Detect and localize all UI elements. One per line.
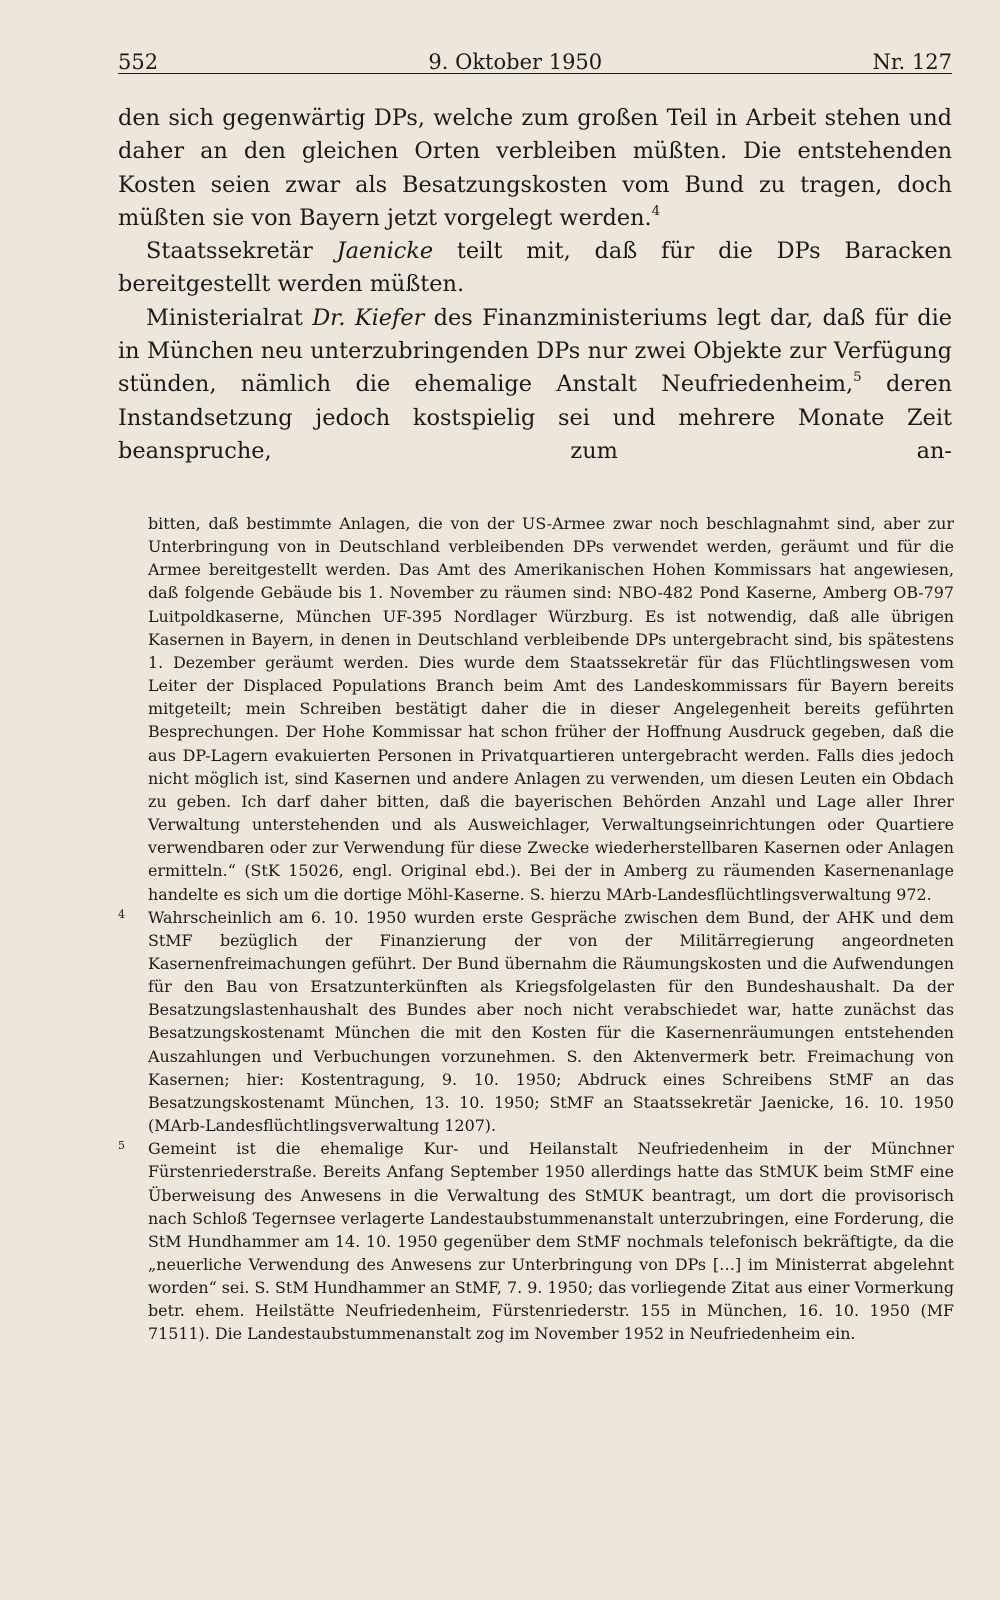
footnote-ref-4: 4 xyxy=(651,203,661,219)
speaker-kiefer: Dr. Kiefer xyxy=(312,304,425,331)
header-issue: Nr. 127 xyxy=(872,50,952,74)
paragraph-2 xyxy=(118,235,952,302)
footnote-4-text: Wahrscheinlich am 6. 10. 1950 wurden erste Gespräche zwischen dem Bund, der AHK und dem StMF bezüglich der Finanzierung der von der Militärregierung angeordneten Kasernenfreimachungen geführt. Der Bund übernahm die Räumungskosten und die Aufwendungen für den Bau von Ersatzunterkünften als Kriegsfolgelasten für den Bundeshaushalt. Da der Besatzungslastenhaushalt des Bundes aber noch nicht verabschiedet war, hatte zunächst das Besatzungskostenamt München die mit den Kosten für die Kasernenräumungen entstehenden Auszahlungen und Verbuchungen vorzunehmen. S. den Aktenvermerk betr. Freimachung von Kasernen; hier: Kostentragung, 9. 10. 1950; Abdruck eines Schreibens StMF an das Besatzungskostenamt München, 13. 10. 1950; StMF an Staatssekretär Jaenicke, 16. 10. 1950 (MArb-Landesflüchtlingsverwaltung 1207). xyxy=(148,907,954,1136)
paragraph-1-text: den sich gegenwärtig DPs, welche zum großen Teil in Arbeit stehen und daher an den gleichen Orten verbleiben müßten. Die entstehenden Kosten seien zwar als Besatzungskosten vom Bund zu tragen, doch müßten sie von Bayern jetzt vorgelegt werden. xyxy=(118,105,952,231)
footnote-4-number: 4 xyxy=(118,907,125,921)
paragraph-2-text-a: Staatssekretär xyxy=(146,238,337,265)
paragraph-3 xyxy=(118,302,952,468)
running-header xyxy=(118,44,952,74)
header-date: 9. Oktober 1950 xyxy=(428,50,603,74)
speaker-jaenicke: Jaenicke xyxy=(336,238,434,265)
footnote-3-text: bitten, daß bestimmte Anlagen, die von der US-Armee zwar noch beschlagnahmt sind, aber zur Unterbringung von in Deutschland verbleibenden DPs verwendet werden, geräumt und für die Armee bereitgestellt werden. Das Amt des Amerikanischen Hohen Kommissars hat angewiesen, daß folgende Gebäude bis 1. November zu räumen sind: NBO-482 Pond Kaserne, Amberg OB-797 Luitpoldkaserne, München UF-395 Nordlager Würzburg. Es ist notwendig, daß alle übrigen Kasernen in Bayern, in denen in Deutschland verbleibende DPs untergebracht sind, bis spätestens 1. Dezember geräumt werden. Dies wurde dem Staatssekretär für das Flüchtlingswesen vom Leiter der Displaced Populations Branch beim Amt des Landeskommissars für Bayern bereits mitgeteilt; mein Schreiben bestätigt daher die in dieser Angelegenheit bereits geführten Besprechungen. Der Hohe Kommissar hat schon früher der Hoffnung Ausdruck gegeben, daß die aus DP-Lagern evakuierten Personen in Privatquartieren untergebracht werden. Falls dies jedoch nicht möglich ist, sind Kasernen und andere Anlagen zu verwenden, um diesen Leuten ein Obdach zu geben. Ich darf daher bitten, daß die bayerischen Behörden Anzahl und Lage aller Ihrer Verwaltung unterstehenden und als Ausweichlager, Verwaltungseinrichtungen oder Quartiere verwendbaren oder zur Verwendung für diese Zwecke wiederherstellbaren Kasernen oder Anlagen ermitteln.“ (StK 15026, engl. Original ebd.). Bei der in Amberg zu räumenden Kasernenanlage handelte es sich um die dortige Möhl-Kaserne. S. hierzu MArb-Landesflüchtlingsverwaltung 972. xyxy=(148,514,954,904)
footnote-3-continuation xyxy=(148,512,954,906)
footnotes xyxy=(118,512,954,1346)
page-number: 552 xyxy=(118,50,159,74)
footnote-5-number: 5 xyxy=(118,1139,125,1153)
paragraph-2-text-b: teilt mit, daß für die DPs Baracken bereitgestellt werden müßten. xyxy=(118,238,952,298)
paragraph-3-text-a: Ministerialrat xyxy=(146,304,313,331)
footnote-ref-5: 5 xyxy=(853,370,862,386)
header-rule xyxy=(118,73,952,74)
footnote-4 xyxy=(118,906,954,1138)
footnote-5-text: Gemeint ist die ehemalige Kur- und Heilanstalt Neufriedenheim in der Münchner Fürstenriederstraße. Bereits Anfang September 1950 allerdings hatte das StMUK beim StMF eine Überweisung des Anwesens in die Verwaltung des StMUK beantragt, um dort die provisorisch nach Schloß Tegernsee verlagerte Landestaubstummenanstalt unterzubringen, eine Forderung, die StM Hundhammer am 14. 10. 1950 gegenüber dem StMF nochmals telefonisch bekräftigte, da die „neuerliche Verwendung des Anwesens zur Unterbringung von DPs […] im Ministerrat abgelehnt worden“ sei. S. StM Hundhammer an StMF, 7. 9. 1950; das vorliegende Zitat aus einer Vormerkung betr. ehem. Heilstätte Neufriedenheim, Fürstenriederstr. 155 in München, 16. 10. 1950 (MF 71511). Die Landestaubstummenanstalt zog im November 1952 in Neufriedenheim ein. xyxy=(148,1139,954,1344)
paragraph-3-text-b: des Finanzministeriums legt dar, daß für die in München neu unterzubringenden DPs nur zwei Objekte zur Verfügung stünden, nämlich die ehemalige Anstalt Neufriedenheim, xyxy=(118,304,952,398)
paragraph-3-text-c: deren Instandsetzung jedoch kostspielig sei und mehrere Monate Zeit beanspruche, zum an- xyxy=(118,371,953,464)
paragraph-1 xyxy=(118,102,952,235)
main-text xyxy=(118,102,952,468)
footnote-5 xyxy=(118,1137,954,1345)
